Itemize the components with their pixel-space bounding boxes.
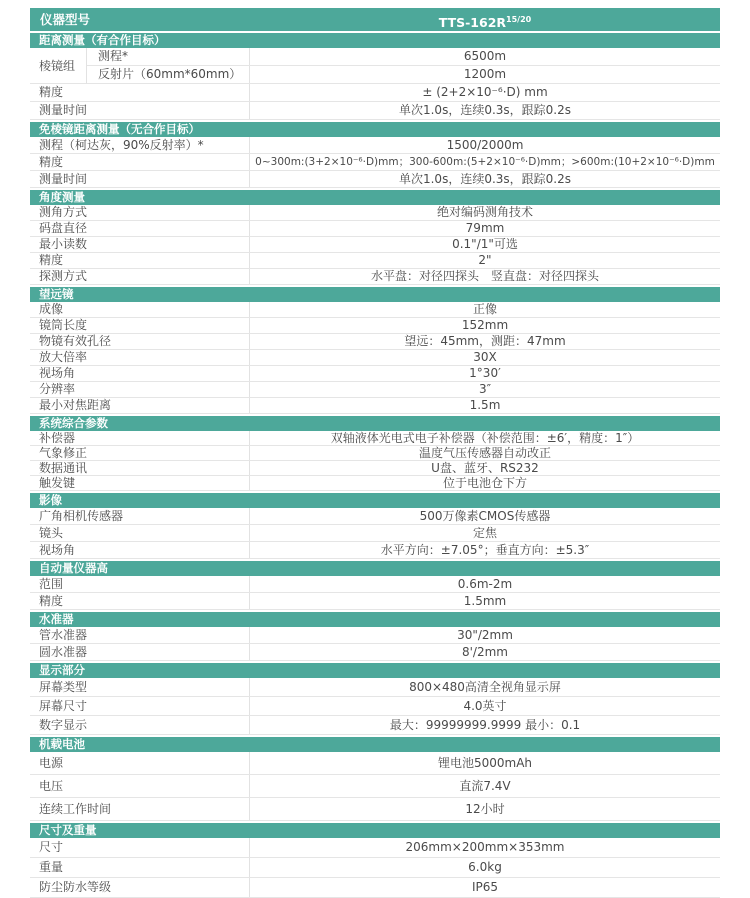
spec-row [30, 446, 720, 461]
row-value: 绝对编码测角技术 [436, 205, 533, 219]
row-value: 12小时 [465, 802, 505, 816]
section-header: 望远镜 [30, 287, 720, 302]
section-header: 自动量仪器高 [30, 561, 720, 576]
row-value: 直流7.4V [459, 779, 511, 793]
row-label: 电压 [30, 775, 250, 797]
spec-row [30, 253, 720, 269]
model-text: TTS-162R [438, 15, 507, 31]
spec-row [30, 221, 720, 237]
row-label: 探测方式 [30, 269, 250, 284]
row-value: 位于电池仓下方 [442, 476, 527, 490]
row-value: 0.6m-2m [457, 577, 513, 591]
spec-row [30, 716, 720, 735]
row-label: 尺寸 [30, 838, 250, 857]
section-header: 系统综合参数 [30, 416, 720, 431]
row-value: 1.5m [469, 398, 501, 412]
spec-row [30, 838, 720, 858]
row-label: 测量时间 [30, 102, 250, 119]
spec-row [30, 302, 720, 318]
row-value: 1500/2000m [446, 138, 524, 152]
row-value: 水平盘：对径四探头 竖直盘：对径四探头 [370, 269, 599, 283]
spec-row [30, 382, 720, 398]
row-label: 触发键 [30, 476, 250, 490]
row-value: 单次1.0s，连续0.3s，跟踪0.2s [398, 103, 571, 117]
spec-row [30, 752, 720, 775]
row-value: 水平方向：±7.05°；垂直方向：±5.3″ [380, 543, 590, 557]
row-label: 连续工作时间 [30, 798, 250, 820]
model-label: 仪器型号 [40, 12, 91, 27]
row-value: 800×480高清全视角显示屏 [409, 680, 561, 694]
row-label: 视场角 [30, 366, 250, 381]
spec-row [30, 461, 720, 476]
row-label: 精度 [30, 253, 250, 268]
row-label: 测量时间 [30, 171, 250, 187]
row-value: 6.0kg [468, 860, 502, 874]
spec-row [30, 237, 720, 253]
spec-row [30, 858, 720, 878]
spec-row [30, 205, 720, 221]
section-header: 距离测量（有合作目标） [30, 33, 720, 48]
row-value: 正像 [472, 302, 497, 316]
spec-row [30, 102, 720, 120]
row-label: 屏幕尺寸 [30, 697, 250, 715]
row-label: 视场角 [30, 542, 250, 558]
row-label: 管水准器 [30, 627, 250, 643]
row-label: 广角相机传感器 [30, 508, 250, 524]
row-value: 206mm×200mm×353mm [405, 840, 565, 854]
row-label: 屏幕类型 [30, 678, 250, 696]
row-label: 最小对焦距离 [30, 398, 250, 413]
row-value: 2" [478, 253, 492, 267]
row-value: 最大：99999999.9999 最小：0.1 [389, 718, 581, 732]
row-label: 补偿器 [30, 431, 250, 445]
row-label: 数据通讯 [30, 461, 250, 475]
row-label: 电源 [30, 752, 250, 774]
spec-row [30, 542, 720, 559]
spec-row [30, 318, 720, 334]
row-label: 最小读数 [30, 237, 250, 252]
spec-row [30, 627, 720, 644]
row-value: 4.0英寸 [463, 699, 507, 713]
row-value: 3″ [478, 382, 492, 396]
row-label: 范围 [30, 576, 250, 592]
row-value: 0.1"/1"可选 [452, 237, 518, 251]
row-label: 测程* [87, 48, 250, 65]
row-value: 温度气压传感器自动改正 [418, 446, 551, 460]
spec-row [30, 878, 720, 898]
spec-row [30, 350, 720, 366]
spec-row [30, 775, 720, 798]
row-value: 500万像素CMOS传感器 [419, 509, 551, 523]
row-value: 1°30′ [469, 366, 501, 380]
row-value: 单次1.0s，连续0.3s，跟踪0.2s [398, 172, 571, 186]
model-superscript: 15/20 [506, 15, 532, 24]
row-value: 1200m [463, 67, 507, 81]
spec-row [30, 644, 720, 661]
section-header: 机载电池 [30, 737, 720, 752]
spec-row [30, 334, 720, 350]
spec-row [30, 84, 720, 102]
row-value: 1.5mm [463, 594, 507, 608]
table-header [30, 8, 720, 31]
section-header: 尺寸及重量 [30, 823, 720, 838]
row-label: 放大倍率 [30, 350, 250, 365]
row-label: 测角方式 [30, 205, 250, 220]
row-label: 反射片（60mm*60mm） [87, 66, 250, 83]
row-value: 0~300m:(3+2×10⁻⁶·D)mm；300-600m:(5+2×10⁻⁶·D)mm；>600m:(10+2×10⁻⁶·D)mm [255, 156, 715, 168]
spec-row [87, 66, 720, 84]
section-header: 水准器 [30, 612, 720, 627]
model-value [250, 8, 720, 31]
spec-row [30, 431, 720, 446]
row-value: 30"/2mm [457, 628, 513, 642]
row-label: 重量 [30, 858, 250, 877]
row-value: 30X [473, 350, 497, 364]
row-label: 圆水准器 [30, 644, 250, 660]
row-label: 数字显示 [30, 716, 250, 734]
spec-row [30, 576, 720, 593]
row-value: 152mm [461, 318, 509, 332]
row-value: 79mm [465, 221, 505, 235]
row-value: 6500m [463, 49, 507, 63]
row-value: 8'/2mm [462, 645, 508, 659]
row-value: ± (2+2×10⁻⁶·D) mm [422, 85, 548, 99]
row-value: 双轴液体光电式电子补偿器（补偿范围：±6′，精度：1″） [330, 431, 640, 445]
spec-table [30, 8, 720, 898]
row-value: U盘、蓝牙、RS232 [431, 461, 539, 475]
section-header: 影像 [30, 493, 720, 508]
row-value: 望远：45mm，测距：47mm [404, 334, 566, 348]
row-label: 测程（柯达灰，90%反射率）* [30, 137, 250, 153]
spec-row [30, 137, 720, 154]
row-label: 分辨率 [30, 382, 250, 397]
row-label: 镜筒长度 [30, 318, 250, 333]
spec-row [30, 697, 720, 716]
section-header: 免棱镜距离测量（无合作目标） [30, 122, 720, 137]
group-rows [87, 48, 720, 84]
spec-row [30, 593, 720, 610]
row-value: 锂电池5000mAh [437, 756, 533, 770]
row-value: 定焦 [472, 526, 497, 540]
section-header: 角度测量 [30, 190, 720, 205]
spec-row [30, 476, 720, 491]
group-cell: 棱镜组 [30, 48, 87, 84]
row-label: 码盘直径 [30, 221, 250, 236]
row-label: 镜头 [30, 525, 250, 541]
spec-row [30, 678, 720, 697]
row-label: 精度 [30, 154, 250, 170]
row-label: 成像 [30, 302, 250, 317]
row-label: 防尘防水等级 [30, 878, 250, 897]
spec-row [30, 798, 720, 821]
spec-row [87, 48, 720, 66]
row-label: 精度 [30, 593, 250, 609]
sections-root [30, 33, 720, 898]
spec-row [30, 171, 720, 188]
spec-row [30, 508, 720, 525]
spec-row [30, 154, 720, 171]
spec-row [30, 398, 720, 414]
group-block [30, 48, 720, 84]
spec-row [30, 525, 720, 542]
row-label: 精度 [30, 84, 250, 101]
row-value: IP65 [471, 880, 499, 894]
spec-row [30, 366, 720, 382]
row-label: 物镜有效孔径 [30, 334, 250, 349]
spec-row [30, 269, 720, 285]
row-label: 气象修正 [30, 446, 250, 460]
section-header: 显示部分 [30, 663, 720, 678]
